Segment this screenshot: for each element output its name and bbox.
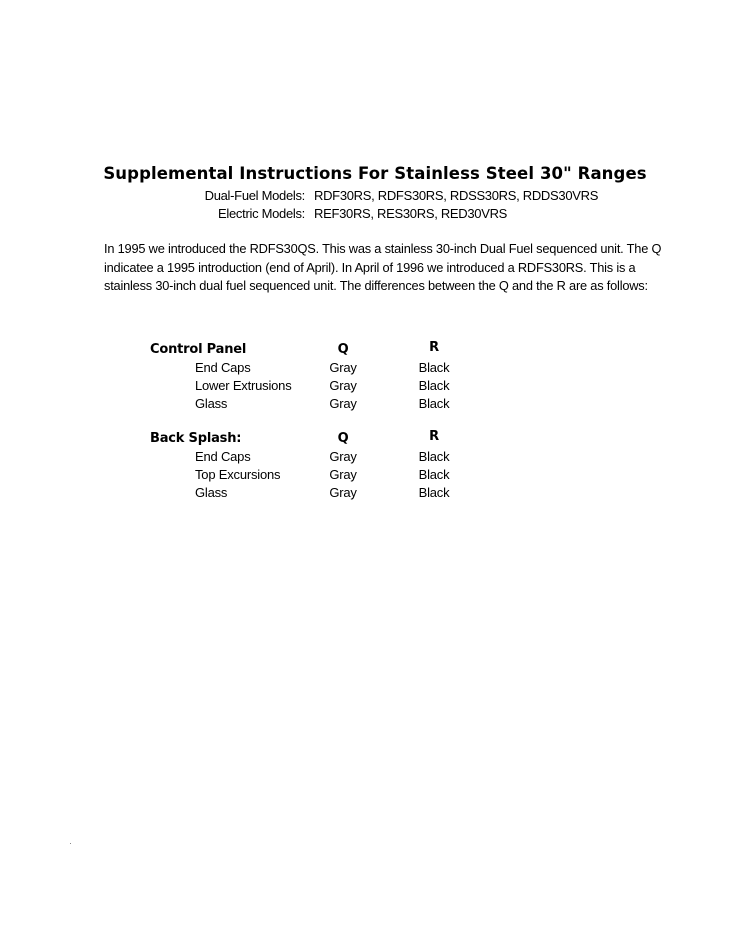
back-splash-heading: Back Splash:	[150, 431, 242, 446]
document-title: Supplemental Instructions For Stainless Steel 30" Ranges	[103, 164, 647, 183]
dual-fuel-models-label: Dual-Fuel Models:	[204, 188, 305, 203]
back-splash-r-glass: Black	[418, 485, 450, 500]
back-splash-q-header: Q	[337, 431, 349, 446]
control-panel-q-lower-extrusions: Gray	[329, 378, 357, 393]
control-panel-item-lower-extrusions: Lower Extrusions	[195, 378, 292, 393]
back-splash-r-top-excursions: Black	[418, 467, 450, 482]
control-panel-item-end-caps: End Caps	[195, 360, 251, 375]
electric-models-label: Electric Models:	[218, 206, 305, 221]
back-splash-r-header: R	[429, 429, 439, 444]
back-splash-item-glass: Glass	[195, 485, 228, 500]
control-panel-q-header: Q	[337, 342, 349, 357]
control-panel-r-end-caps: Black	[418, 360, 450, 375]
control-panel-r-lower-extrusions: Black	[418, 378, 450, 393]
control-panel-r-glass: Black	[418, 396, 450, 411]
control-panel-r-header: R	[429, 340, 439, 355]
dual-fuel-models-value: RDF30RS, RDFS30RS, RDSS30RS, RDDS30VRS	[314, 188, 599, 203]
back-splash-item-end-caps: End Caps	[195, 449, 251, 464]
control-panel-q-end-caps: Gray	[329, 360, 357, 375]
scan-speck	[70, 843, 71, 844]
control-panel-heading: Control Panel	[150, 342, 247, 357]
back-splash-q-top-excursions: Gray	[329, 467, 357, 482]
back-splash-r-end-caps: Black	[418, 449, 450, 464]
control-panel-q-glass: Gray	[329, 396, 357, 411]
electric-models-value: REF30RS, RES30RS, RED30VRS	[314, 206, 508, 221]
back-splash-q-glass: Gray	[329, 485, 357, 500]
electric-models-line	[180, 206, 507, 221]
intro-paragraph: In 1995 we introduced the RDFS30QS. This was a stainless 30-inch Dual Fuel sequenced unit. The Q indicatee a 1995 introduction (end of April). In April of 1996 we introduced a RDFS30RS. This is a stainless 30-inch dual fuel sequenced unit. The differences between the Q and the R are as follows:	[104, 241, 662, 293]
control-panel-item-glass: Glass	[195, 396, 228, 411]
back-splash-q-end-caps: Gray	[329, 449, 357, 464]
back-splash-item-top-excursions: Top Excursions	[195, 467, 281, 482]
dual-fuel-models-line	[180, 188, 598, 203]
